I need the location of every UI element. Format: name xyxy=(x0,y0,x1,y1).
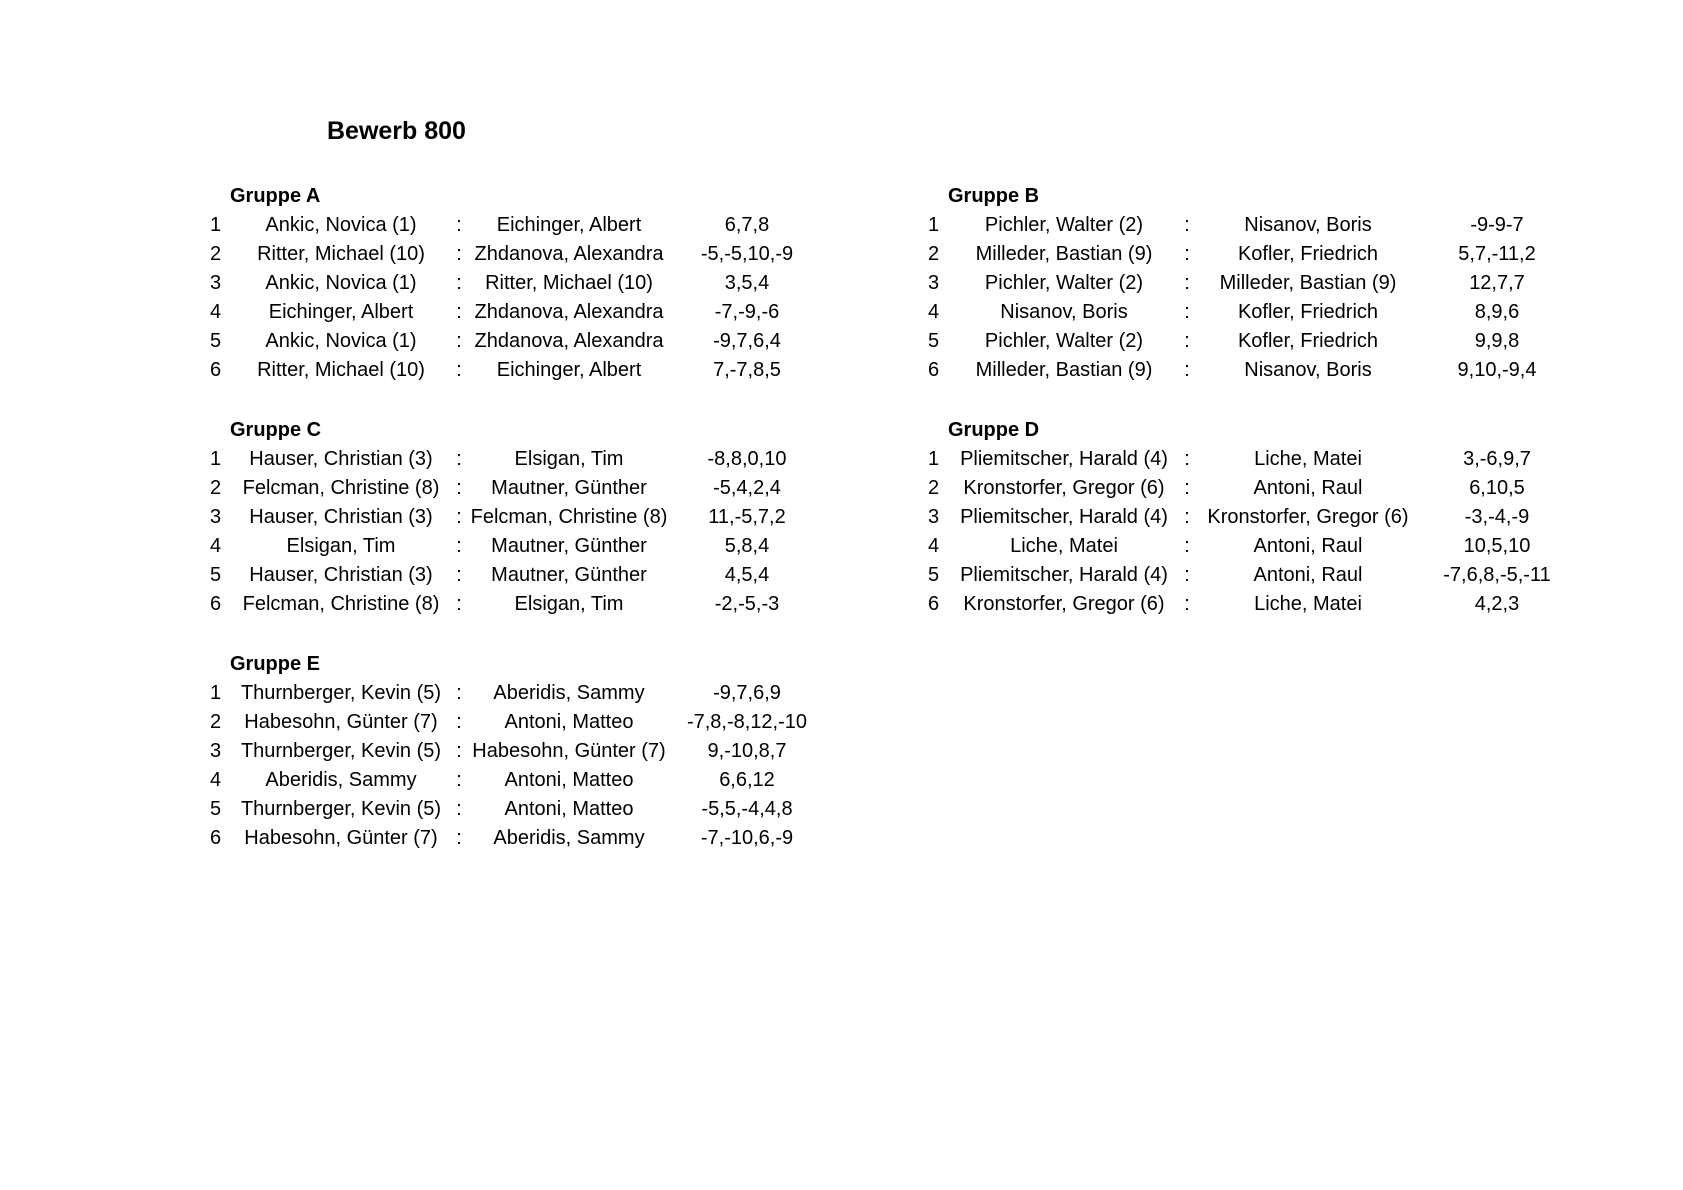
versus-separator: : xyxy=(456,593,462,615)
player-one: Pichler, Walter (2) xyxy=(984,272,1144,294)
versus-separator: : xyxy=(456,711,462,733)
versus-separator: : xyxy=(1184,243,1190,265)
match-result: 11,-5,7,2 xyxy=(708,506,786,528)
player-two: Zhdanova, Alexandra xyxy=(474,330,664,352)
versus-separator: : xyxy=(1184,330,1190,352)
versus-separator: : xyxy=(456,359,462,381)
match-number: 3 xyxy=(210,740,222,762)
player-one: Kronstorfer, Gregor (6) xyxy=(963,477,1165,499)
match-number: 5 xyxy=(928,564,940,586)
match-result: 6,7,8 xyxy=(724,214,770,236)
player-one: Felcman, Christine (8) xyxy=(242,593,440,615)
versus-separator: : xyxy=(456,301,462,323)
versus-separator: : xyxy=(456,769,462,791)
player-two: Elsigan, Tim xyxy=(514,593,624,615)
match-result: 9,10,-9,4 xyxy=(1457,359,1537,381)
player-one: Thurnberger, Kevin (5) xyxy=(240,682,442,704)
match-number: 3 xyxy=(210,506,222,528)
player-two: Kofler, Friedrich xyxy=(1237,301,1379,323)
player-two: Antoni, Raul xyxy=(1253,477,1363,499)
versus-separator: : xyxy=(1184,448,1190,470)
match-result: -5,-5,10,-9 xyxy=(700,243,794,265)
match-number: 2 xyxy=(210,243,222,265)
player-one: Nisanov, Boris xyxy=(1000,301,1128,323)
match-result: 10,5,10 xyxy=(1463,535,1531,557)
player-one: Ritter, Michael (10) xyxy=(257,359,425,381)
versus-separator: : xyxy=(456,448,462,470)
match-result: -7,6,8,-5,-11 xyxy=(1443,564,1551,586)
versus-separator: : xyxy=(456,272,462,294)
player-two: Mautner, Günther xyxy=(491,477,647,499)
player-two: Nisanov, Boris xyxy=(1244,359,1372,381)
group-header: Gruppe C xyxy=(230,419,322,441)
match-number: 4 xyxy=(210,535,222,557)
group-header: Gruppe D xyxy=(948,419,1040,441)
player-two: Ritter, Michael (10) xyxy=(485,272,653,294)
match-number: 2 xyxy=(928,477,940,499)
versus-separator: : xyxy=(1184,593,1190,615)
match-number: 1 xyxy=(928,448,940,470)
versus-separator: : xyxy=(1184,214,1190,236)
match-result: -9-9-7 xyxy=(1470,214,1524,236)
match-number: 4 xyxy=(210,769,222,791)
versus-separator: : xyxy=(1184,272,1190,294)
player-one: Pichler, Walter (2) xyxy=(984,214,1144,236)
match-number: 6 xyxy=(928,359,940,381)
versus-separator: : xyxy=(1184,477,1190,499)
match-number: 2 xyxy=(210,477,222,499)
player-two: Mautner, Günther xyxy=(491,564,647,586)
versus-separator: : xyxy=(456,330,462,352)
group-header: Gruppe B xyxy=(948,185,1040,207)
player-one: Elsigan, Tim xyxy=(286,535,396,557)
match-number: 4 xyxy=(928,535,940,557)
versus-separator: : xyxy=(456,243,462,265)
player-two: Kronstorfer, Gregor (6) xyxy=(1207,506,1409,528)
player-one: Habesohn, Günter (7) xyxy=(244,711,438,733)
match-number: 4 xyxy=(928,301,940,323)
match-number: 4 xyxy=(210,301,222,323)
match-result: -7,-9,-6 xyxy=(714,301,780,323)
player-one: Ankic, Novica (1) xyxy=(265,330,417,352)
player-two: Antoni, Matteo xyxy=(504,798,634,820)
player-one: Eichinger, Albert xyxy=(268,301,414,323)
versus-separator: : xyxy=(456,214,462,236)
player-two: Aberidis, Sammy xyxy=(493,827,645,849)
versus-separator: : xyxy=(456,740,462,762)
versus-separator: : xyxy=(456,798,462,820)
match-number: 1 xyxy=(210,682,222,704)
match-result: 4,5,4 xyxy=(724,564,770,586)
player-one: Kronstorfer, Gregor (6) xyxy=(963,593,1165,615)
match-result: -9,7,6,4 xyxy=(713,330,781,352)
player-two: Antoni, Raul xyxy=(1253,535,1363,557)
player-one: Pichler, Walter (2) xyxy=(984,330,1144,352)
player-two: Kofler, Friedrich xyxy=(1237,243,1379,265)
match-number: 5 xyxy=(210,798,222,820)
match-number: 6 xyxy=(210,827,222,849)
player-two: Zhdanova, Alexandra xyxy=(474,301,664,323)
match-number: 6 xyxy=(928,593,940,615)
versus-separator: : xyxy=(1184,564,1190,586)
player-one: Ankic, Novica (1) xyxy=(265,214,417,236)
match-number: 5 xyxy=(928,330,940,352)
player-two: Antoni, Raul xyxy=(1253,564,1363,586)
match-result: -5,5,-4,4,8 xyxy=(701,798,793,820)
match-result: 9,-10,8,7 xyxy=(707,740,787,762)
player-one: Pliemitscher, Harald (4) xyxy=(960,448,1168,470)
match-result: 4,2,3 xyxy=(1474,593,1520,615)
match-result: -9,7,6,9 xyxy=(713,682,781,704)
player-two: Liche, Matei xyxy=(1254,593,1362,615)
player-one: Pliemitscher, Harald (4) xyxy=(960,564,1168,586)
versus-separator: : xyxy=(456,682,462,704)
page-title: Bewerb 800 xyxy=(327,117,466,145)
match-result: -2,-5,-3 xyxy=(714,593,780,615)
match-result: 8,9,6 xyxy=(1474,301,1520,323)
match-result: 3,-6,9,7 xyxy=(1463,448,1531,470)
player-two: Eichinger, Albert xyxy=(496,214,642,236)
match-number: 6 xyxy=(210,593,222,615)
match-result: -7,8,-8,12,-10 xyxy=(686,711,808,733)
versus-separator: : xyxy=(456,506,462,528)
match-result: 5,7,-11,2 xyxy=(1458,243,1536,265)
player-one: Hauser, Christian (3) xyxy=(249,506,433,528)
match-number: 2 xyxy=(928,243,940,265)
match-result: 12,7,7 xyxy=(1469,272,1525,294)
player-one: Habesohn, Günter (7) xyxy=(244,827,438,849)
match-result: 6,10,5 xyxy=(1469,477,1525,499)
versus-separator: : xyxy=(456,535,462,557)
match-result: -7,-10,6,-9 xyxy=(700,827,794,849)
player-two: Nisanov, Boris xyxy=(1244,214,1372,236)
player-two: Aberidis, Sammy xyxy=(493,682,645,704)
versus-separator: : xyxy=(456,827,462,849)
player-one: Ankic, Novica (1) xyxy=(265,272,417,294)
group-header: Gruppe A xyxy=(230,185,321,207)
match-result: -8,8,0,10 xyxy=(707,448,787,470)
player-two: Habesohn, Günter (7) xyxy=(472,740,666,762)
player-one: Thurnberger, Kevin (5) xyxy=(240,740,442,762)
group-header: Gruppe E xyxy=(230,653,321,675)
match-result: 5,8,4 xyxy=(724,535,770,557)
versus-separator: : xyxy=(1184,301,1190,323)
versus-separator: : xyxy=(456,477,462,499)
player-one: Thurnberger, Kevin (5) xyxy=(240,798,442,820)
match-number: 3 xyxy=(210,272,222,294)
player-one: Aberidis, Sammy xyxy=(265,769,417,791)
match-number: 3 xyxy=(928,272,940,294)
match-result: -3,-4,-9 xyxy=(1464,506,1530,528)
player-one: Milleder, Bastian (9) xyxy=(975,243,1153,265)
match-number: 1 xyxy=(210,214,222,236)
player-one: Hauser, Christian (3) xyxy=(249,448,433,470)
player-two: Zhdanova, Alexandra xyxy=(474,243,664,265)
match-number: 2 xyxy=(210,711,222,733)
match-result: 7,-7,8,5 xyxy=(713,359,781,381)
player-two: Antoni, Matteo xyxy=(504,711,634,733)
match-result: -5,4,2,4 xyxy=(713,477,781,499)
player-one: Liche, Matei xyxy=(1010,535,1118,557)
player-two: Antoni, Matteo xyxy=(504,769,634,791)
match-number: 5 xyxy=(210,564,222,586)
player-one: Milleder, Bastian (9) xyxy=(975,359,1153,381)
player-two: Mautner, Günther xyxy=(491,535,647,557)
match-result: 3,5,4 xyxy=(724,272,770,294)
match-result: 6,6,12 xyxy=(719,769,775,791)
player-two: Liche, Matei xyxy=(1254,448,1362,470)
match-number: 1 xyxy=(210,448,222,470)
player-one: Ritter, Michael (10) xyxy=(257,243,425,265)
match-number: 6 xyxy=(210,359,222,381)
versus-separator: : xyxy=(1184,506,1190,528)
versus-separator: : xyxy=(1184,359,1190,381)
match-result: 9,9,8 xyxy=(1474,330,1520,352)
match-number: 1 xyxy=(928,214,940,236)
player-one: Felcman, Christine (8) xyxy=(242,477,440,499)
versus-separator: : xyxy=(456,564,462,586)
player-two: Elsigan, Tim xyxy=(514,448,624,470)
player-one: Hauser, Christian (3) xyxy=(249,564,433,586)
versus-separator: : xyxy=(1184,535,1190,557)
match-number: 3 xyxy=(928,506,940,528)
player-two: Kofler, Friedrich xyxy=(1237,330,1379,352)
player-two: Felcman, Christine (8) xyxy=(470,506,668,528)
player-two: Milleder, Bastian (9) xyxy=(1219,272,1397,294)
player-two: Eichinger, Albert xyxy=(496,359,642,381)
match-number: 5 xyxy=(210,330,222,352)
player-one: Pliemitscher, Harald (4) xyxy=(960,506,1168,528)
